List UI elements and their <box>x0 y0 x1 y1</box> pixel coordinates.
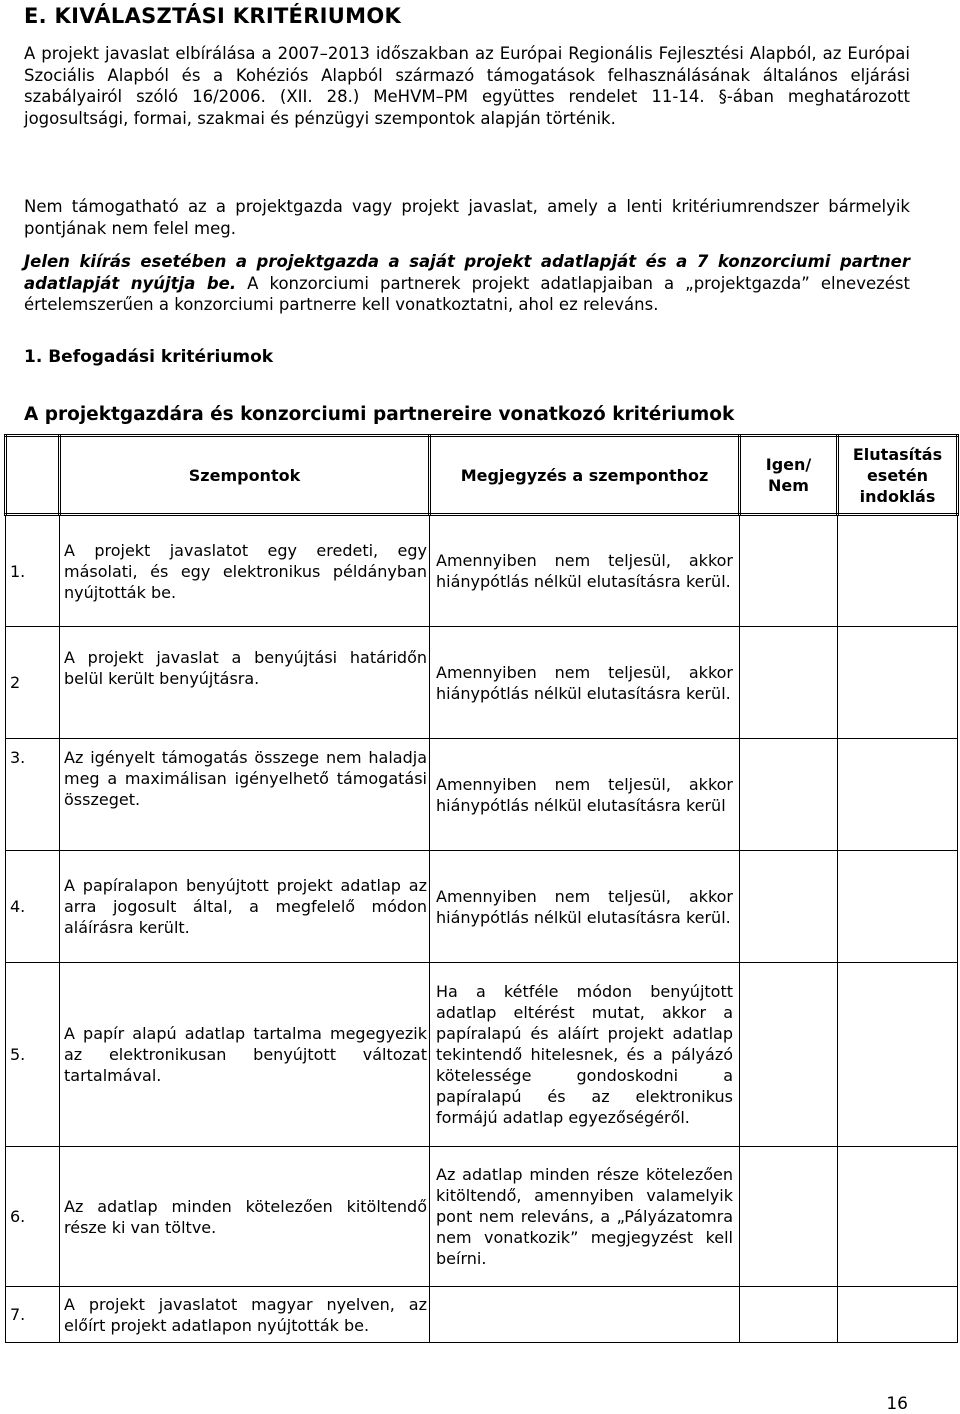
row-criterion: Az igényelt támogatás összege nem haladja meg a maximálisan igényelhető támogatási összeget. <box>60 739 430 851</box>
not-supported-paragraph: Nem támogatható az a projektgazda vagy projekt javaslat, amely a lenti kritériumrendszer bármelyik pontjának nem felel meg. <box>24 197 910 238</box>
row-criterion: A projekt javaslatot magyar nyelven, az előírt projekt adatlapon nyújtották be. <box>60 1287 430 1343</box>
row-rejection-cell[interactable] <box>838 515 958 627</box>
row-rejection-cell[interactable] <box>838 963 958 1147</box>
row-rejection-cell[interactable] <box>838 1287 958 1343</box>
call-emphasis: Jelen kiírás esetében a projektgazda a saját projekt adatlapját és a 7 konzorciumi partner adatlapját nyújtja be. <box>24 252 910 293</box>
row-yes-no-cell[interactable] <box>740 1147 838 1287</box>
table-row <box>6 627 958 739</box>
row-rejection-cell[interactable] <box>838 1147 958 1287</box>
table-row <box>6 739 958 851</box>
row-number: 5. <box>6 963 60 1147</box>
table-title: A projektgazdára és konzorciumi partnereire vonatkozó kritériumok <box>24 404 735 425</box>
table-row <box>6 1147 958 1287</box>
row-note: Az adatlap minden része kötelezően kitöltendő, amennyiben valamelyik pont nem releváns, a „Pályázatomra nem vonatkozik” megjegyzést kell beírni. <box>430 1147 740 1287</box>
row-note: Amennyiben nem teljesül, akkor hiánypótlás nélkül elutasításra kerül. <box>430 851 740 963</box>
header-rejection <box>838 436 958 515</box>
table-header-row <box>6 436 958 515</box>
table-row <box>6 515 958 627</box>
row-number: 4. <box>6 851 60 963</box>
header-criteria: Szempontok <box>60 436 430 515</box>
criteria-table <box>4 434 959 1343</box>
row-yes-no-cell[interactable] <box>740 1287 838 1343</box>
row-number: 2 <box>6 627 60 739</box>
section-heading: E. KIVÁLASZTÁSI KRITÉRIUMOK <box>24 4 402 28</box>
row-criterion: A projekt javaslat a benyújtási határidőn belül került benyújtásra. <box>60 627 430 739</box>
call-paragraph <box>24 251 910 316</box>
row-criterion: A papíralapon benyújtott projekt adatlap az arra jogosult által, a megfelelő módon aláírásra került. <box>60 851 430 963</box>
row-rejection-cell[interactable] <box>838 739 958 851</box>
table-row <box>6 851 958 963</box>
header-rejection-label: Elutasítás esetén indoklás <box>852 444 943 506</box>
call-rest: A konzorciumi partnerek projekt adatlapjaiban a „projektgazda” elnevezést értelemszerűen a konzorciumi partnerre kell vonatkoztatni, ahol ez releváns. <box>24 273 911 314</box>
section-title: 1. Befogadási kritériumok <box>24 347 274 367</box>
table-row <box>6 963 958 1147</box>
page-number: 16 <box>886 1394 908 1414</box>
row-number: 7. <box>6 1287 60 1343</box>
row-yes-no-cell[interactable] <box>740 739 838 851</box>
row-note: Ha a kétféle módon benyújtott adatlap eltérést mutat, akkor a papíralapú és aláírt projekt adatlap tekintendő hitelesnek, és a pályázó kötelessége gondoskodni a papíralapú és az elektronikus formájú adatlap egyezőségéről. <box>430 963 740 1147</box>
row-rejection-cell[interactable] <box>838 627 958 739</box>
row-note: Amennyiben nem teljesül, akkor hiánypótlás nélkül elutasításra kerül. <box>430 515 740 627</box>
row-criterion: A projekt javaslatot egy eredeti, egy másolati, és egy elektronikus példányban nyújtották be. <box>60 515 430 627</box>
row-criterion: A papír alapú adatlap tartalma megegyezik az elektronikusan benyújtott változat tartalmával. <box>60 963 430 1147</box>
row-yes-no-cell[interactable] <box>740 851 838 963</box>
intro-paragraph: A projekt javaslat elbírálása a 2007–2013 időszakban az Európai Regionális Fejlesztési Alapból, az Európai Szociális Alapból és a Kohéziós Alapból származó támogatások felhasználásának általános eljárási szabályairól szóló 16/2006. (XII. 28.) MeHVM–PM együttes rendelet 11-14. §-ában meghatározott jogosultsági, formai, szakmai és pénzügyi szempontok alapján történik. <box>24 44 910 128</box>
header-number <box>6 436 60 515</box>
row-yes-no-cell[interactable] <box>740 515 838 627</box>
row-number: 6. <box>6 1147 60 1287</box>
row-note: Amennyiben nem teljesül, akkor hiánypótlás nélkül elutasításra kerül <box>430 739 740 851</box>
row-yes-no-cell[interactable] <box>740 963 838 1147</box>
header-yes-no-label: Igen/ Nem <box>765 455 812 495</box>
row-number: 3. <box>6 739 60 851</box>
row-number: 1. <box>6 515 60 627</box>
row-yes-no-cell[interactable] <box>740 627 838 739</box>
row-criterion: Az adatlap minden kötelezően kitöltendő része ki van töltve. <box>60 1147 430 1287</box>
row-note: Amennyiben nem teljesül, akkor hiánypótlás nélkül elutasításra kerül. <box>430 627 740 739</box>
table-row <box>6 1287 958 1343</box>
header-note: Megjegyzés a szemponthoz <box>430 436 740 515</box>
header-yes-no <box>740 436 838 515</box>
row-note <box>430 1287 740 1343</box>
row-rejection-cell[interactable] <box>838 851 958 963</box>
